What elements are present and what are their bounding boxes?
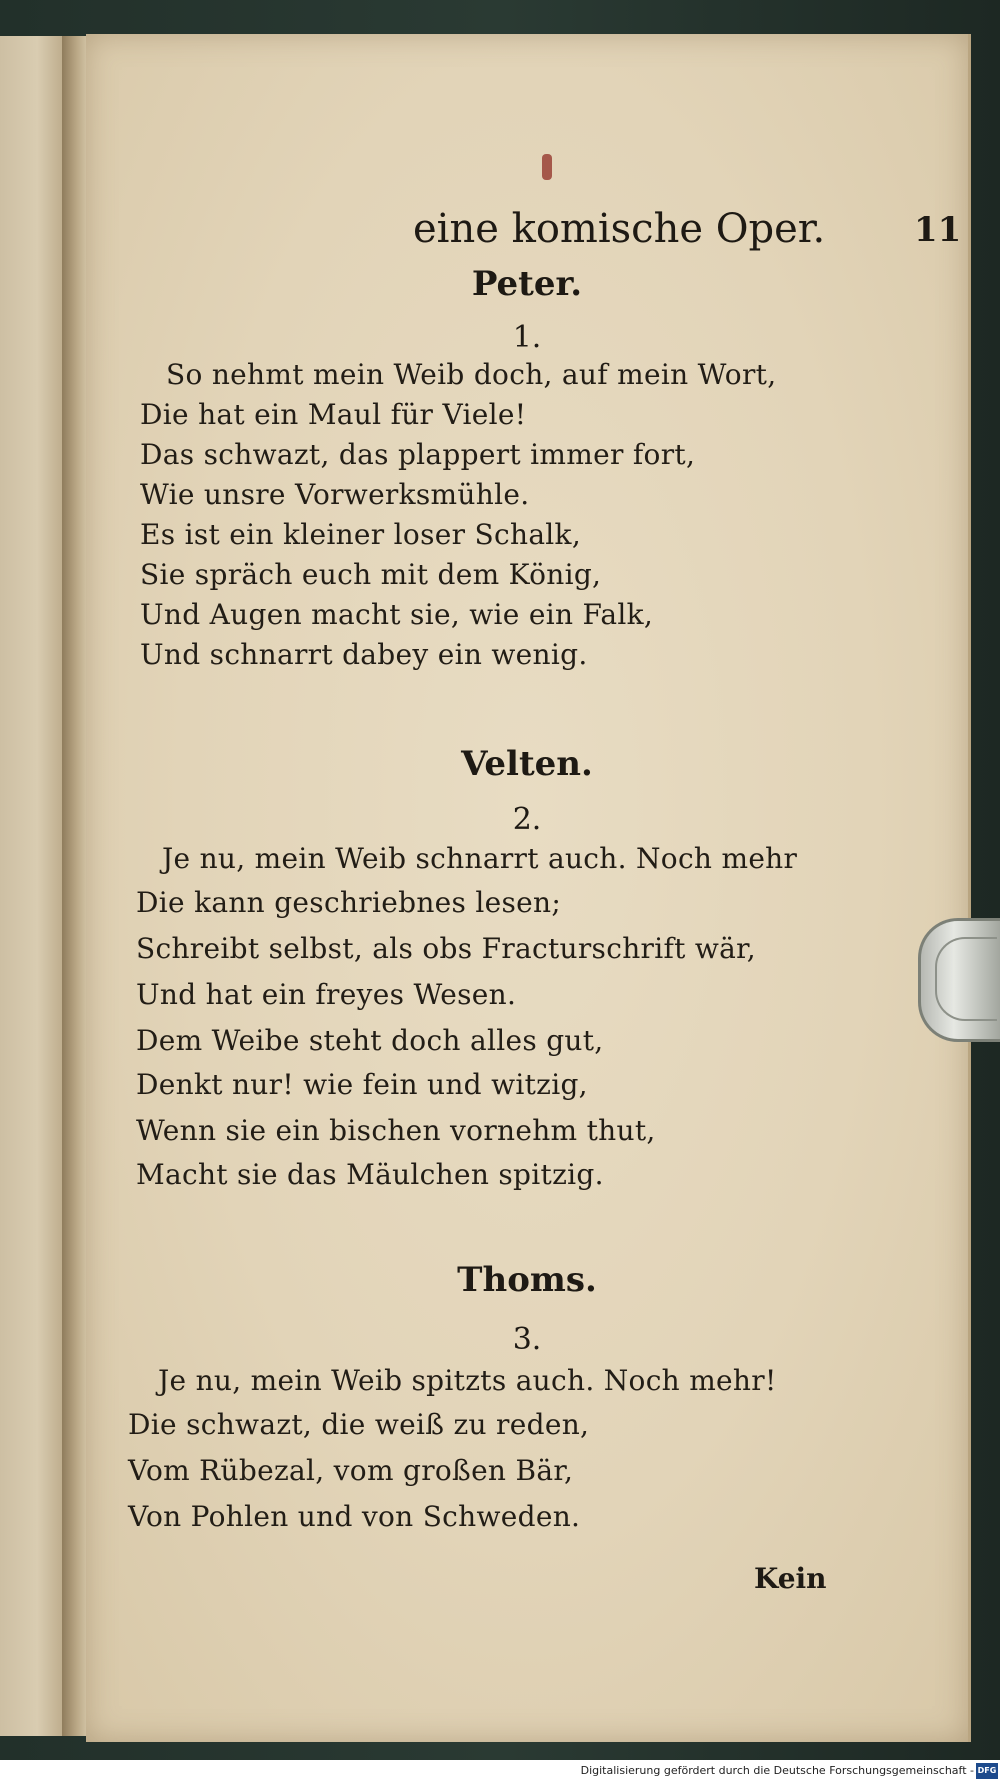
verse-line: Es ist ein kleiner loser Schalk, bbox=[140, 518, 582, 551]
stanza-number: 3. bbox=[512, 1322, 542, 1357]
verse-line: Macht sie das Mäulchen spitzig. bbox=[136, 1158, 604, 1191]
stanza-number: 1. bbox=[512, 320, 542, 355]
verse-line: Die hat ein Maul für Viele! bbox=[140, 398, 527, 431]
book-gutter bbox=[62, 36, 86, 1736]
verse-line: Sie spräch euch mit dem König, bbox=[140, 558, 602, 591]
verse-line: Schreibt selbst, als obs Fracturschrift wär, bbox=[136, 932, 756, 965]
speaker-name: Peter. bbox=[471, 264, 583, 304]
verse-line: Dem Weibe steht doch alles gut, bbox=[136, 1024, 604, 1057]
verse-line: Wenn sie ein bischen vornehm thut, bbox=[136, 1114, 656, 1147]
facing-page-edge bbox=[0, 36, 64, 1736]
funding-credit: Digitalisierung gefördert durch die Deutsche Forschungsgemeinschaft - bbox=[580, 1764, 974, 1777]
page-clip bbox=[918, 918, 1000, 1042]
running-head: eine komische Oper. bbox=[413, 206, 826, 252]
page-number: 11 bbox=[914, 210, 962, 250]
book-page bbox=[86, 34, 971, 1742]
verse-line: Von Pohlen und von Schweden. bbox=[128, 1500, 581, 1533]
verse-line: Denkt nur! wie fein und witzig, bbox=[136, 1068, 588, 1101]
verse-line: Je nu, mein Weib spitzts auch. Noch mehr! bbox=[158, 1364, 777, 1397]
verse-line: Je nu, mein Weib schnarrt auch. Noch mehr bbox=[162, 842, 798, 875]
verse-line: Und Augen macht sie, wie ein Falk, bbox=[140, 598, 654, 631]
speaker-name: Velten. bbox=[461, 744, 593, 784]
verse-line: Das schwazt, das plappert immer fort, bbox=[140, 438, 696, 471]
stanza-number: 2. bbox=[512, 802, 542, 837]
verse-line: Die schwazt, die weiß zu reden, bbox=[128, 1408, 590, 1441]
verse-line: Die kann geschriebnes lesen; bbox=[136, 886, 562, 919]
page-header bbox=[86, 206, 968, 256]
verse-line: Und schnarrt dabey ein wenig. bbox=[140, 638, 588, 671]
footer-bar bbox=[0, 1760, 1000, 1784]
verse-line: Und hat ein freyes Wesen. bbox=[136, 978, 517, 1011]
dfg-logo: DFG bbox=[976, 1763, 998, 1779]
verse-line: So nehmt mein Weib doch, auf mein Wort, bbox=[166, 358, 777, 391]
page-clip-inner bbox=[935, 937, 997, 1021]
catchword: Kein bbox=[754, 1562, 827, 1595]
speaker-name: Thoms. bbox=[457, 1260, 597, 1300]
ink-blot bbox=[542, 154, 552, 180]
verse-line: Vom Rübezal, vom großen Bär, bbox=[128, 1454, 574, 1487]
verse-line: Wie unsre Vorwerksmühle. bbox=[140, 478, 530, 511]
